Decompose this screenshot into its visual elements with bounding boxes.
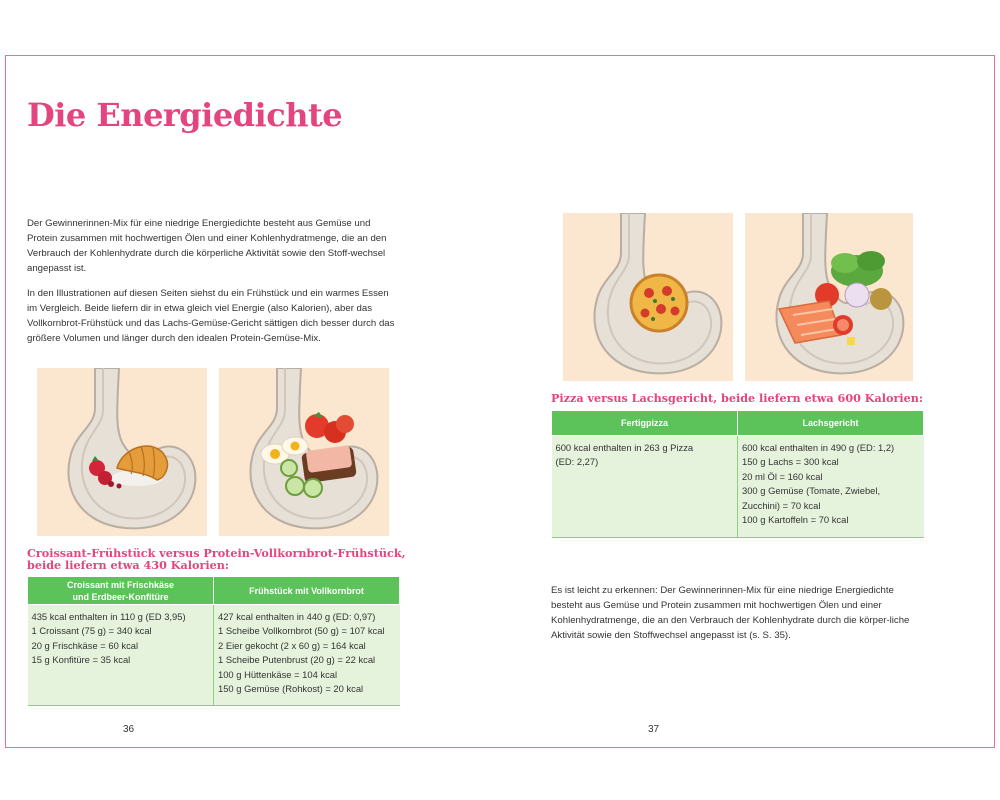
table-line: 435 kcal enthalten in 110 g (ED 3,95) [31,611,186,622]
wholegrain-breakfast-stomach-illustration [219,368,389,536]
pizza-stomach-illustration [563,213,733,381]
salmon-stomach-illustration [745,213,913,381]
table-line: (ED: 2,27) [555,456,599,468]
breakfast-wholegrain-cell [214,605,400,706]
breakfast-comparison-caption [27,547,407,571]
table-line: 15 g Konfitüre = 35 kcal [31,654,131,666]
breakfast-caption-line1: Croissant-Frühstück versus Protein-Vollkornbrot-Frühstück, [27,546,406,560]
breakfast-header-line1: Croissant mit Frischkäse [66,579,175,590]
table-line: 1 Scheibe Vollkornbrot (50 g) = 107 kcal [218,625,385,637]
table-line: 20 ml Öl = 160 kcal [742,470,823,482]
table-line: 427 kcal enthalten in 440 g (ED: 0,97) [218,611,376,622]
table-line: 100 g Hüttenkäse = 104 kcal [218,668,338,680]
lunch-salmon-cell [738,436,924,538]
table-line: 600 kcal enthalten in 263 g Pizza [555,442,694,453]
breakfast-caption-line2: beide liefern etwa 430 Kalorien: [27,558,230,572]
table-line: 1 Scheibe Putenbrust (20 g) = 22 kcal [218,654,376,666]
table-line: 150 g Gemüse (Rohkost) = 20 kcal [218,683,364,695]
breakfast-header-line2: und Erdbeer-Konfitüre [72,591,169,602]
table-line: 300 g Gemüse (Tomate, Zwiebel, [742,485,881,497]
breakfast-table-header-wholegrain: Frühstück mit Vollkornbrot [214,577,400,605]
breakfast-croissant-cell [28,605,214,706]
lunch-comparison-caption: Pizza versus Lachsgericht, beide liefern etwa 600 Kalorien: [551,391,924,405]
page-number-left: 36 [123,724,135,735]
intro-paragraph-2: In den Illustrationen auf diesen Seiten siehst du ein Frühstück und ein warmes Essen im Vergleich. Beide liefern dir in etwa gleich viel Energie (also Kalorien), aber das Vollkornbrot-Frühstück und das Lachs-Gemüse-Gericht sättigen dich besser durch das größere Volumen und länger durch den idealen Protein-Gemüse-Mix. [27,288,395,344]
table-line: 600 kcal enthalten in 490 g (ED: 1,2) [742,442,895,453]
table-line: 150 g Lachs = 300 kcal [742,456,839,468]
lunch-table-header-pizza: Fertigpizza [552,411,738,436]
lunch-pizza-cell [552,436,738,538]
lunch-table-header-salmon: Lachsgericht [738,411,924,436]
breakfast-table [27,576,400,706]
page-number-right: 37 [648,724,660,735]
croissant-stomach-illustration [37,368,207,536]
table-line: 100 g Kartoffeln = 70 kcal [742,514,849,526]
breakfast-table-header-croissant [28,577,214,605]
table-line: 2 Eier gekocht (2 x 60 g) = 164 kcal [218,639,366,651]
lunch-table [551,410,924,538]
table-line: 1 Croissant (75 g) = 340 kcal [31,625,152,637]
page-title: Die Energiedichte [27,96,343,134]
table-line: 20 g Frischkäse = 60 kcal [31,639,139,651]
conclusion-paragraph: Es ist leicht zu erkennen: Der Gewinnerinnen-Mix für eine niedrige Energiedichte besteht aus Gemüse und Protein zusammen mit hochwertigen Ölen und einer Kohlenhydratmenge, die an den Verbrauch der Kohlenhydrate durch die körper-liche Aktivität sowie den Stoffwechsel angepasst ist (s. S. 35). [551,585,910,641]
intro-paragraph-1: Der Gewinnerinnen-Mix für eine niedrige Energiedichte besteht aus Gemüse und Protein zusammen mit hochwertigen Ölen und einer Kohlenhydratmenge, die an den Verbrauch der Kohlenhydrate durch die körperliche Aktivität sowie den Stoff-wechsel angepasst ist. [27,218,387,274]
table-line: Zucchini) = 70 kcal [742,499,821,511]
